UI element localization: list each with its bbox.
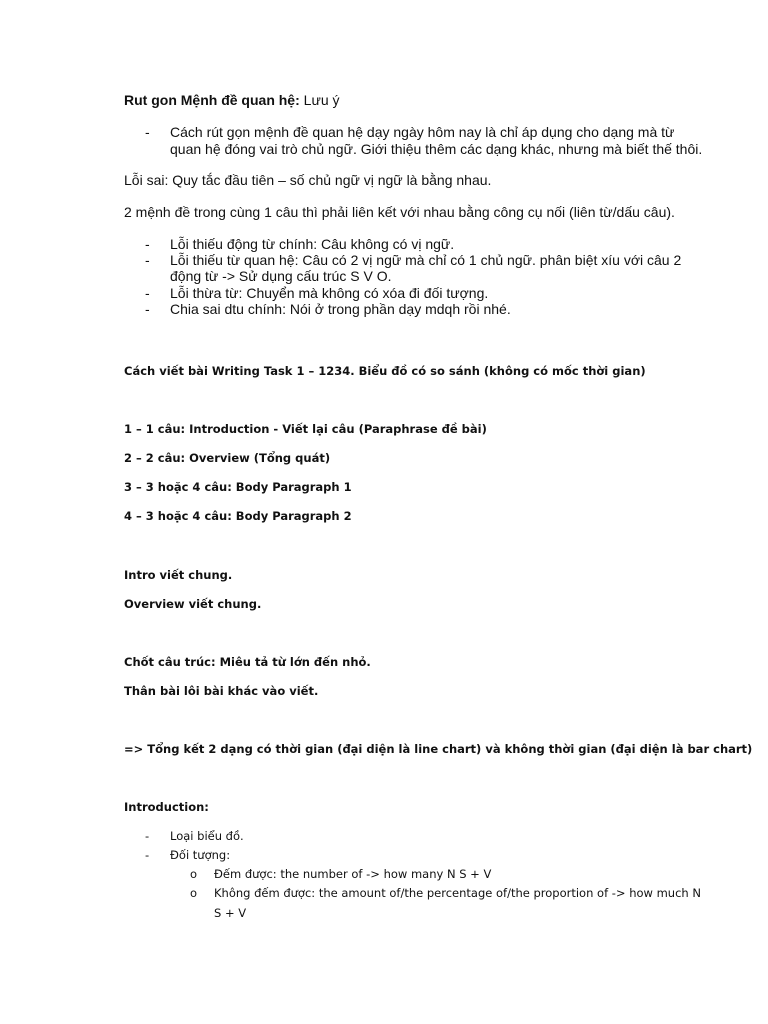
intro-chung: Intro viết chung. bbox=[124, 568, 233, 582]
section-title-bold: Rut gon Mệnh đề quan hệ: bbox=[124, 92, 300, 108]
list-item-text-line2: quan hệ đóng vai trò chủ ngữ. Giới thiệu thêm các dạng khác, nhưng mà biết thế thôi. bbox=[170, 141, 703, 157]
circle-bullet-icon: o bbox=[190, 886, 198, 900]
tong-ket: => Tổng kết 2 dạng có thời gian (đại diện là line chart) và không thời gian (đại diện là bar chart) bbox=[124, 742, 753, 756]
error-item-1: Lỗi thiếu động từ chính: Câu không có vị ngữ. bbox=[170, 236, 455, 252]
introduction-heading: Introduction: bbox=[124, 800, 209, 814]
error-item-4: Chia sai dtu chính: Nói ở trong phần dạy mdqh rồi nhé. bbox=[170, 301, 511, 317]
structure-line-4: 4 – 3 hoặc 4 câu: Body Paragraph 2 bbox=[124, 509, 352, 523]
intro-item-1: Loại biểu đồ. bbox=[170, 829, 244, 843]
than-bai: Thân bài lôi bài khác vào viết. bbox=[124, 684, 319, 698]
error-item-2-line2: động từ -> Sử dụng cấu trúc S V O. bbox=[170, 268, 392, 284]
sub-item-2-line1: Không đếm được: the amount of/the percentage of/the proportion of -> how much N bbox=[214, 886, 701, 900]
dash-bullet: - bbox=[145, 848, 150, 862]
sub-item-2-line2: S + V bbox=[214, 906, 247, 920]
structure-line-2: 2 – 2 câu: Overview (Tổng quát) bbox=[124, 451, 331, 465]
dash-bullet: - bbox=[145, 301, 150, 317]
dash-bullet: - bbox=[145, 236, 150, 252]
dash-bullet: - bbox=[145, 252, 150, 268]
intro-item-2: Đối tượng: bbox=[170, 848, 231, 862]
circle-bullet-icon: o bbox=[190, 867, 198, 881]
paragraph-hai-menh-de: 2 mệnh đề trong cùng 1 câu thì phải liên kết với nhau bằng công cụ nối (liên từ/dấu câu). bbox=[124, 204, 675, 220]
error-item-3: Lỗi thừa từ: Chuyển mà không có xóa đi đối tượng. bbox=[170, 285, 489, 301]
dash-bullet: - bbox=[145, 829, 150, 843]
section-title bbox=[124, 92, 340, 108]
overview-chung: Overview viết chung. bbox=[124, 597, 262, 611]
dash-bullet: - bbox=[145, 124, 150, 140]
paragraph-loi-sai: Lỗi sai: Quy tắc đầu tiên – số chủ ngữ vị ngữ là bằng nhau. bbox=[124, 172, 492, 188]
dash-bullet: - bbox=[145, 285, 150, 301]
sub-item-1: Đếm được: the number of -> how many N S + V bbox=[214, 867, 492, 881]
chot-cau-truc: Chốt câu trúc: Miêu tả từ lớn đến nhỏ. bbox=[124, 655, 371, 669]
error-item-2-line1: Lỗi thiếu từ quan hệ: Câu có 2 vị ngữ mà chỉ có 1 chủ ngữ. phân biệt xíu với câu 2 bbox=[170, 252, 682, 268]
structure-line-1: 1 – 1 câu: Introduction - Viết lại câu (Paraphrase đề bài) bbox=[124, 422, 487, 436]
section-title-rest: Lưu ý bbox=[299, 92, 340, 108]
list-item-text-line1: Cách rút gọn mệnh đề quan hệ dạy ngày hôm nay là chỉ áp dụng cho dạng mà từ bbox=[170, 124, 675, 140]
structure-line-3: 3 – 3 hoặc 4 câu: Body Paragraph 1 bbox=[124, 480, 352, 494]
section-heading: Cách viết bài Writing Task 1 – 1234. Biểu đồ có so sánh (không có mốc thời gian) bbox=[124, 364, 646, 378]
